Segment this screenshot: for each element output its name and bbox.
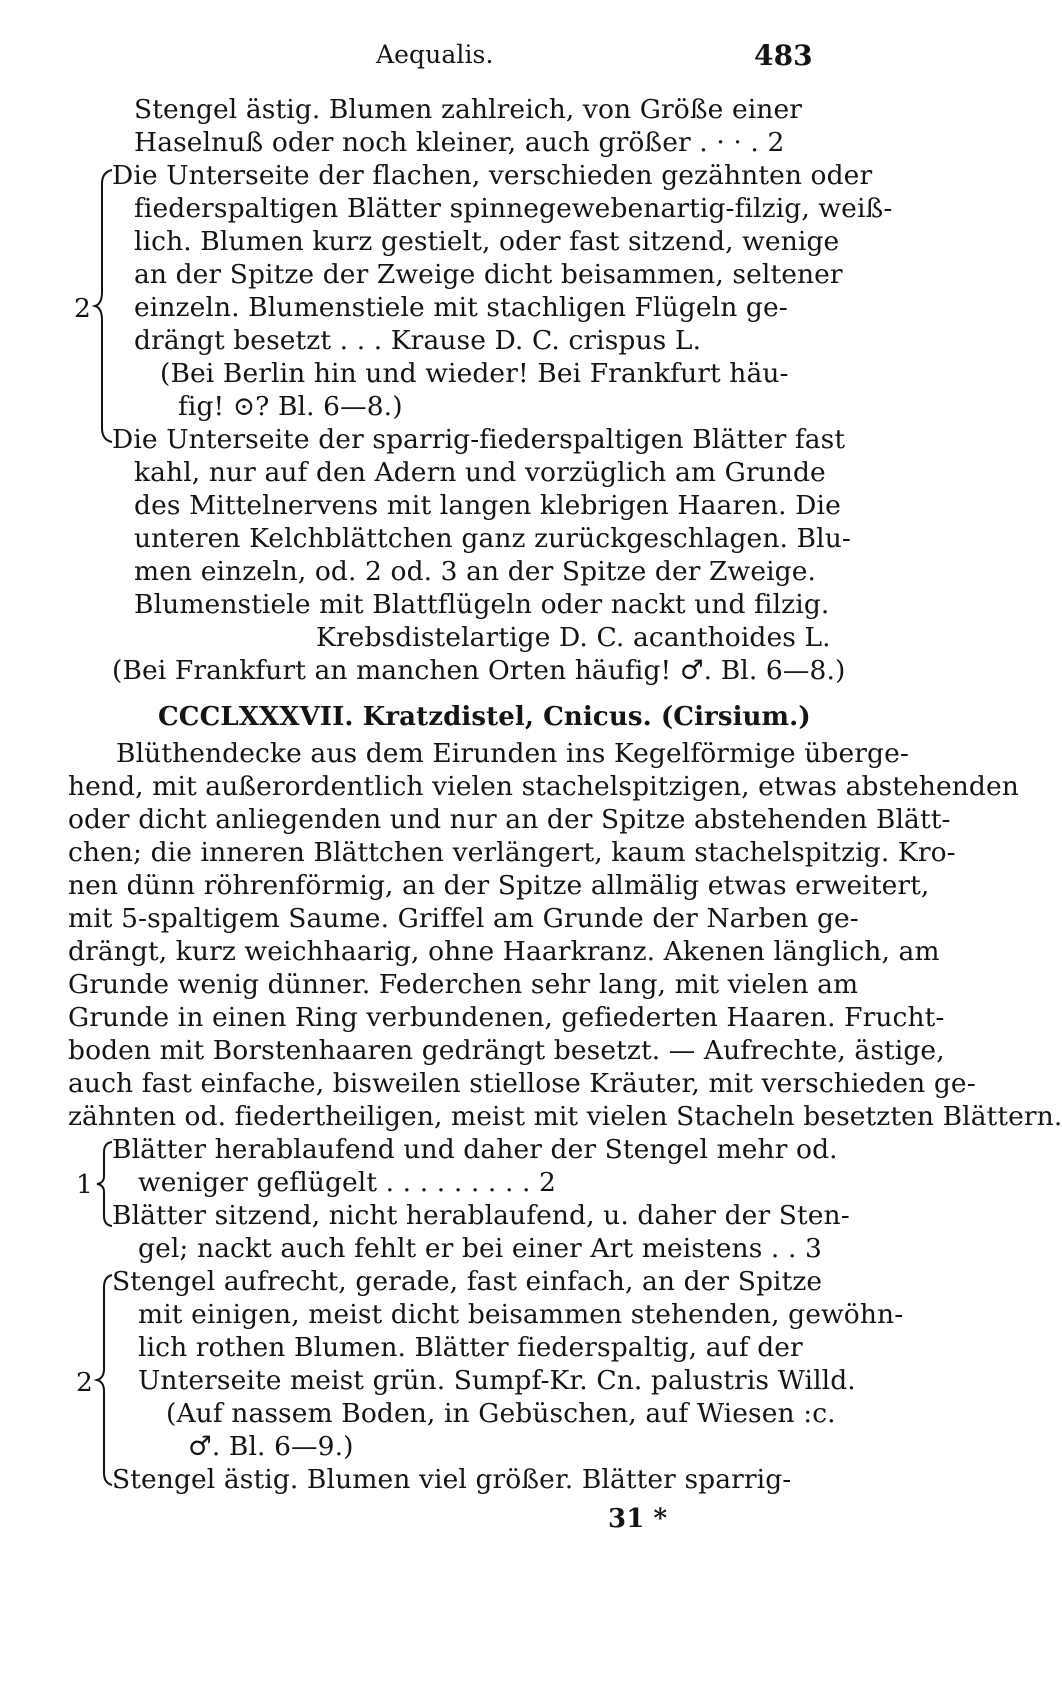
text-line: Krebsdistelartige D. C. acanthoides L. [316, 622, 831, 653]
text-line: Blüthendecke aus dem Eirunden ins Kegelförmige überge- [116, 738, 909, 769]
curly-brace [94, 1140, 114, 1228]
text-line: Haselnuß oder noch kleiner, auch größer . · · . 2 [134, 127, 785, 158]
text-line: an der Spitze der Zweige dicht beisammen, seltener [134, 259, 843, 290]
text-line: Stengel ästig. Blumen zahlreich, von Größe einer [134, 94, 803, 125]
text-line: auch fast einfache, bisweilen stiellose Kräuter, mit verschieden ge- [68, 1068, 976, 1099]
text-line: zähnten od. fiedertheiligen, meist mit vielen Stacheln besetzten Blättern. [68, 1101, 1062, 1132]
text-line: drängt besetzt . . . Krause D. C. crispus L. [134, 325, 702, 356]
text-line: weniger geflügelt . . . . . . . . . 2 [138, 1167, 557, 1198]
key-number: 2 [76, 1367, 93, 1398]
text-line: Blätter herablaufend und daher der Stengel mehr od. [112, 1134, 838, 1165]
key-number: 2 [74, 293, 91, 324]
text-line: mit einigen, meist dicht beisammen stehenden, gewöhn- [138, 1299, 904, 1330]
text-line: (Bei Frankfurt an manchen Orten häufig! ♂. Bl. 6—8.) [112, 655, 846, 686]
text-line: Blätter sitzend, nicht herablaufend, u. daher der Sten- [112, 1200, 850, 1231]
signature-mark: 31 * [608, 1504, 668, 1534]
text-line: (Bei Berlin hin und wieder! Bei Frankfurt häu- [160, 358, 789, 389]
text-line: men einzeln, od. 2 od. 3 an der Spitze der Zweige. [134, 556, 817, 587]
text-line: Blumenstiele mit Blattflügeln oder nackt und filzig. [134, 589, 830, 620]
text-line: fiederspaltigen Blätter spinnegewebenartig-filzig, weiß- [134, 193, 893, 224]
running-title: Aequalis. [376, 40, 494, 69]
page-number: 483 [754, 39, 813, 72]
text-line: lich. Blumen kurz gestielt, oder fast sitzend, wenige [134, 226, 840, 257]
curly-brace [94, 1273, 114, 1487]
text-line: gel; nackt auch fehlt er bei einer Art meistens . . 3 [138, 1233, 822, 1264]
text-line: des Mittelnervens mit langen klebrigen Haaren. Die [134, 490, 841, 521]
text-line: Stengel ästig. Blumen viel größer. Blätter sparrig- [112, 1464, 792, 1495]
text-line: drängt, kurz weichhaarig, ohne Haarkranz. Akenen länglich, am [68, 936, 940, 967]
text-line: ♂. Bl. 6—9.) [188, 1431, 354, 1462]
text-line: boden mit Borstenhaaren gedrängt besetzt. — Aufrechte, ästige, [68, 1035, 945, 1066]
text-line: hend, mit außerordentlich vielen stachelspitzigen, etwas abstehenden [68, 771, 1019, 802]
text-line: Die Unterseite der flachen, verschieden gezähnten oder [112, 160, 873, 191]
text-line: einzeln. Blumenstiele mit stachligen Flügeln ge- [134, 292, 788, 323]
text-line: nen dünn röhrenförmig, an der Spitze allmälig etwas erweitert, [68, 870, 930, 901]
text-line: chen; die inneren Blättchen verlängert, kaum stachelspitzig. Kro- [68, 837, 956, 868]
key-number: 1 [76, 1169, 93, 1200]
text-line: unteren Kelchblättchen ganz zurückgeschlagen. Blu- [134, 523, 851, 554]
text-line: oder dicht anliegenden und nur an der Spitze abstehenden Blätt- [68, 804, 951, 835]
section-heading: CCCLXXXVII. Kratzdistel, Cnicus. (Cirsium.) [158, 702, 811, 732]
text-line: fig! ⊙? Bl. 6—8.) [178, 391, 403, 422]
curly-brace [92, 168, 114, 444]
text-line: lich rothen Blumen. Blätter fiederspaltig, auf der [138, 1332, 803, 1363]
text-line: mit 5-spaltigem Saume. Griffel am Grunde der Narben ge- [68, 903, 859, 934]
text-line: Grunde wenig dünner. Federchen sehr lang, mit vielen am [68, 969, 859, 1000]
text-line: Die Unterseite der sparrig-fiederspaltigen Blätter fast [112, 424, 846, 455]
text-line: Unterseite meist grün. Sumpf-Kr. Cn. palustris Willd. [138, 1365, 856, 1396]
text-line: Stengel aufrecht, gerade, fast einfach, an der Spitze [112, 1266, 823, 1297]
text-line: (Auf nassem Boden, in Gebüschen, auf Wiesen :c. [166, 1398, 836, 1429]
text-line: kahl, nur auf den Adern und vorzüglich am Grunde [134, 457, 826, 488]
text-line: Grunde in einen Ring verbundenen, gefiederten Haaren. Frucht- [68, 1002, 945, 1033]
